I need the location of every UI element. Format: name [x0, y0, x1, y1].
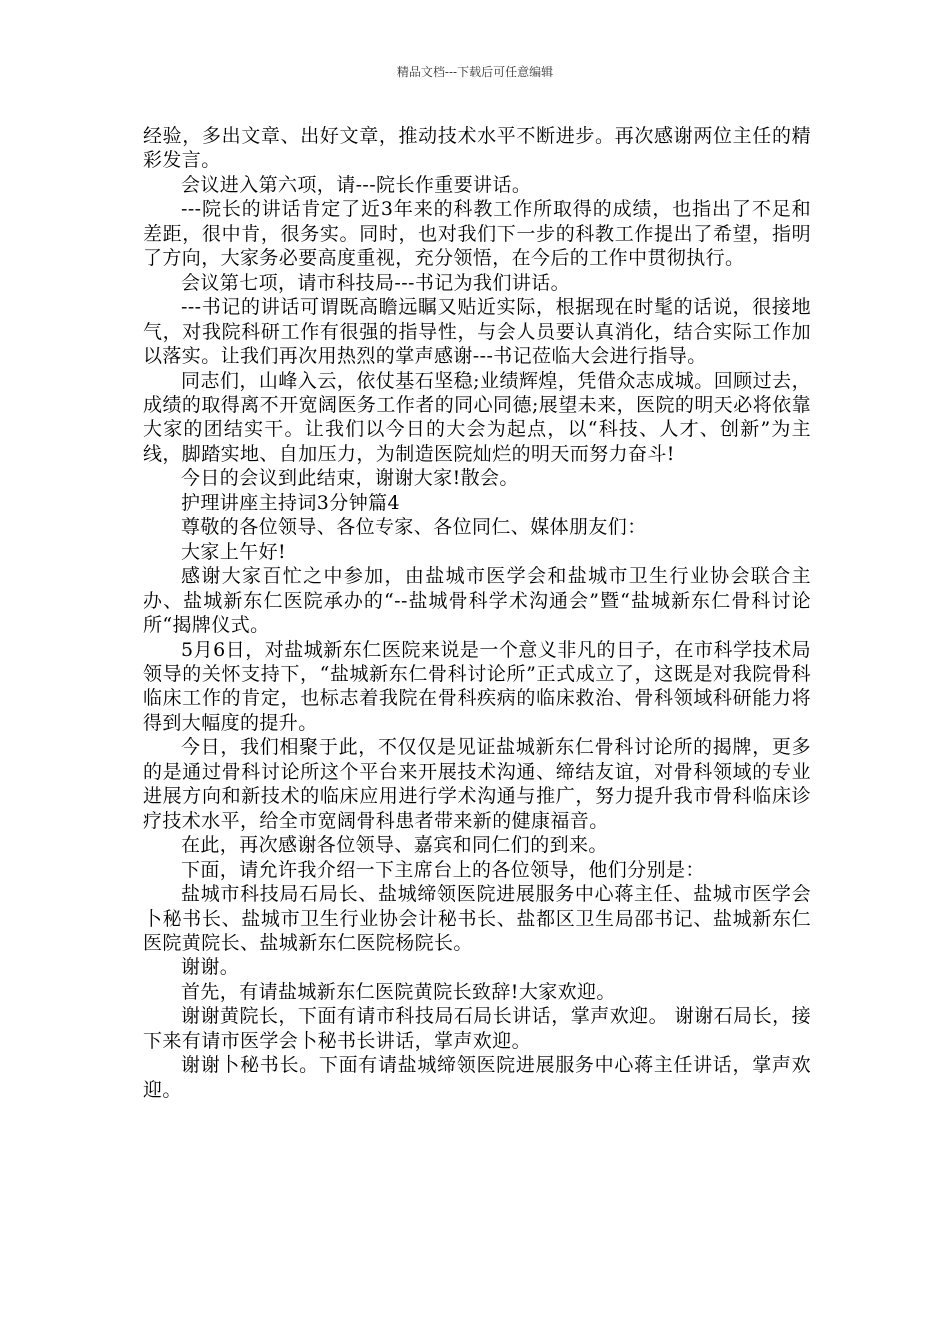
- paragraph: 5月6日，对盐城新东仁医院来说是一个意义非凡的日子，在市科学技术局领导的关怀支持下，“盐城新东仁骨科讨论所”正式成立了，这既是对我院骨科临床工作的肯定，也标志着我院在骨科疾病的临床救治、骨科领域科研能力将得到大幅度的提升。: [143, 638, 811, 734]
- section-title: 护理讲座主持词3分钟篇4: [181, 491, 400, 514]
- page-header: 精品文档---下载后可任意编辑: [396, 65, 554, 79]
- paragraph: 下面，请允许我介绍一下主席台上的各位领导，他们分别是：: [181, 858, 705, 881]
- paragraph: 谢谢。: [181, 956, 240, 979]
- paragraph: 在此，再次感谢各位领导、嘉宾和同仁们的到来。: [181, 834, 608, 857]
- paragraph: ---院长的讲话肯定了近3年来的科教工作所取得的成绩，也指出了不足和差距，很中肯，很务实。同时，也对我们下一步的科教工作提出了希望，指明了方向，大家务必要高度重视，充分领悟，在今后的工作中贯彻执行。: [143, 198, 811, 270]
- paragraph: 会议进入第六项，请---院长作重要讲话。: [181, 173, 532, 196]
- paragraph: 经验，多出文章、出好文章，推动技术水平不断进步。再次感谢两位主任的精彩发言。: [143, 125, 811, 172]
- paragraph: 谢谢卜秘书长。下面有请盐城缔领医院进展服务中心蒋主任讲话，掌声欢迎。: [143, 1054, 811, 1101]
- paragraph: 同志们，山峰入云，依仗基石坚稳;业绩辉煌，凭借众志成城。回顾过去，成绩的取得离不开宽阔医务工作者的同心同德;展望未来，医院的明天必将依靠大家的团结实干。让我们以今日的大会为起点，以“科技、人才、创新”为主线，脚踏实地、自加压力，为制造医院灿烂的明天而努力奋斗!: [143, 369, 811, 465]
- salutation: 尊敬的各位领导、各位专家、各位同仁、媒体朋友们：: [181, 516, 647, 539]
- paragraph: 今日，我们相聚于此，不仅仅是见证盐城新东仁骨科讨论所的揭牌，更多的是通过骨科讨论所这个平台来开展技术沟通、缔结友谊，对骨科领域的专业进展方向和新技术的临床应用进行学术沟通与推广，努力提升我市骨科临床诊疗技术水平，给全市宽阔骨科患者带来新的健康福音。: [143, 736, 811, 832]
- paragraph: 首先，有请盐城新东仁医院黄院长致辞!大家欢迎。: [181, 980, 616, 1003]
- paragraph: 谢谢黄院长，下面有请市科技局石局长讲话，掌声欢迎。 谢谢石局长，接下来有请市医学会卜秘书长讲话，掌声欢迎。: [143, 1005, 811, 1052]
- document-body: [143, 124, 811, 1102]
- paragraph: 感谢大家百忙之中参加，由盐城市医学会和盐城市卫生行业协会联合主办、盐城新东仁医院承办的“--盐城骨科学术沟通会”暨“盐城新东仁骨科讨论所“揭牌仪式。: [143, 565, 811, 637]
- paragraph: 今日的会议到此结束，谢谢大家!散会。: [181, 467, 519, 490]
- greeting: 大家上午好!: [181, 540, 287, 563]
- paragraph: 盐城市科技局石局长、盐城缔领医院进展服务中心蒋主任、盐城市医学会卜秘书长、盐城市卫生行业协会计秘书长、盐都区卫生局邵书记、盐城新东仁医院黄院长、盐城新东仁医院杨院长。: [143, 883, 811, 954]
- paragraph: ---书记的讲话可谓既高瞻远瞩又贴近实际，根据现在时髦的话说，很接地气，对我院科研工作有很强的指导性，与会人员要认真消化，结合实际工作加以落实。让我们再次用热烈的掌声感谢---书记莅临大会进行指导。: [143, 296, 811, 368]
- paragraph: 会议第七项，请市科技局---书记为我们讲话。: [181, 271, 571, 294]
